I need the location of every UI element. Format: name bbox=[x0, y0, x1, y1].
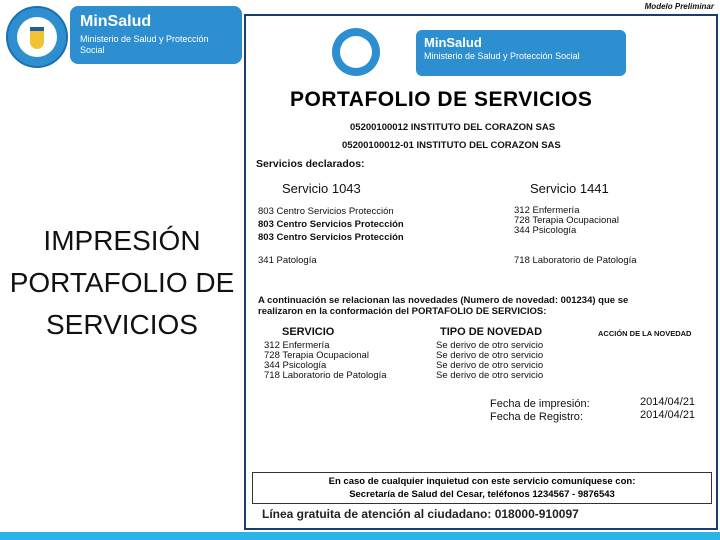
service-a-item: 803 Centro Servicios Protección bbox=[258, 232, 404, 243]
novedad-row-tipo: Se derivo de otro servicio bbox=[436, 360, 544, 371]
doc-minsalud-logo bbox=[416, 30, 626, 76]
novedades-intro-line2: realizaron en la conformación del PORTAFOLIO DE SERVICIOS: bbox=[258, 306, 547, 317]
col-servicio: SERVICIO bbox=[282, 326, 335, 338]
slide-title-line2: PORTAFOLIO DE bbox=[9, 267, 235, 298]
service-a-title: Servicio 1043 bbox=[282, 181, 361, 196]
provider-line-2: 05200100012-01 INSTITUTO DEL CORAZON SAS bbox=[342, 140, 561, 151]
portfolio-document bbox=[244, 14, 718, 530]
service-b-item: 728 Terapia Ocupacional bbox=[514, 215, 619, 226]
novedad-row-tipo: Se derivo de otro servicio bbox=[436, 350, 544, 361]
novedad-row-servicio: 718 Laboratorio de Patología bbox=[264, 370, 387, 381]
novedad-row-servicio: 728 Terapia Ocupacional bbox=[264, 350, 369, 361]
slide-title-line1: IMPRESIÓN bbox=[43, 225, 201, 256]
contact-line1: En caso de cualquier inquietud con este servicio comuníquese con: bbox=[328, 476, 636, 487]
provider-line-1: 05200100012 INSTITUTO DEL CORAZON SAS bbox=[350, 122, 556, 133]
service-b-extra: 718 Laboratorio de Patología bbox=[514, 255, 637, 266]
col-tipo-novedad: TIPO DE NOVEDAD bbox=[440, 326, 543, 338]
service-b-item: 344 Psicología bbox=[514, 225, 577, 236]
shield-icon bbox=[30, 27, 44, 49]
col-accion-novedad: ACCIÓN DE LA NOVEDAD bbox=[598, 329, 692, 338]
novedad-row-tipo: Se derivo de otro servicio bbox=[436, 340, 544, 351]
slide-title bbox=[0, 220, 244, 346]
novedades-intro-line1: A continuación se relacionan las novedades (Numero de novedad: 001234) que se bbox=[258, 295, 629, 306]
bottom-accent-bar bbox=[0, 532, 720, 540]
logo-name: MinSalud bbox=[80, 13, 152, 30]
novedad-row-servicio: 344 Psicología bbox=[264, 360, 327, 371]
slide-title-line3: SERVICIOS bbox=[46, 309, 198, 340]
contact-line2: Secretaría de Salud del Cesar, teléfonos 1234567 - 9876543 bbox=[349, 489, 615, 500]
minsalud-logo bbox=[70, 6, 242, 64]
service-a-extra: 341 Patología bbox=[258, 255, 317, 266]
logo-subtitle: Ministerio de Salud y Protección Social bbox=[80, 34, 209, 55]
declared-label: Servicios declarados: bbox=[256, 158, 365, 170]
doc-logo-subtitle: Ministerio de Salud y Protección Social bbox=[424, 51, 580, 61]
fecha-impresion-value: 2014/04/21 bbox=[640, 396, 696, 408]
colombia-seal-logo bbox=[6, 6, 68, 68]
document-title: PORTAFOLIO DE SERVICIOS bbox=[290, 88, 593, 111]
doc-seal-logo bbox=[332, 28, 380, 76]
preliminary-label: Modelo Preliminar bbox=[644, 2, 714, 11]
fecha-registro-value: 2014/04/21 bbox=[640, 409, 696, 421]
hotline-text: Línea gratuita de atención al ciudadano: 018000-910097 bbox=[262, 507, 579, 521]
service-b-title: Servicio 1441 bbox=[530, 181, 609, 196]
novedad-row-servicio: 312 Enfermería bbox=[264, 340, 330, 351]
doc-logo-name: MinSalud bbox=[424, 35, 482, 50]
fecha-registro-label: Fecha de Registro: bbox=[490, 411, 583, 423]
fecha-impresion-label: Fecha de impresión: bbox=[490, 398, 590, 410]
service-a-item: 803 Centro Servicios Protección bbox=[258, 219, 404, 230]
novedad-row-tipo: Se derivo de otro servicio bbox=[436, 370, 544, 381]
contact-box bbox=[252, 472, 712, 504]
service-a-item: 803 Centro Servicios Protección bbox=[258, 206, 394, 217]
service-b-item: 312 Enfermería bbox=[514, 205, 580, 216]
